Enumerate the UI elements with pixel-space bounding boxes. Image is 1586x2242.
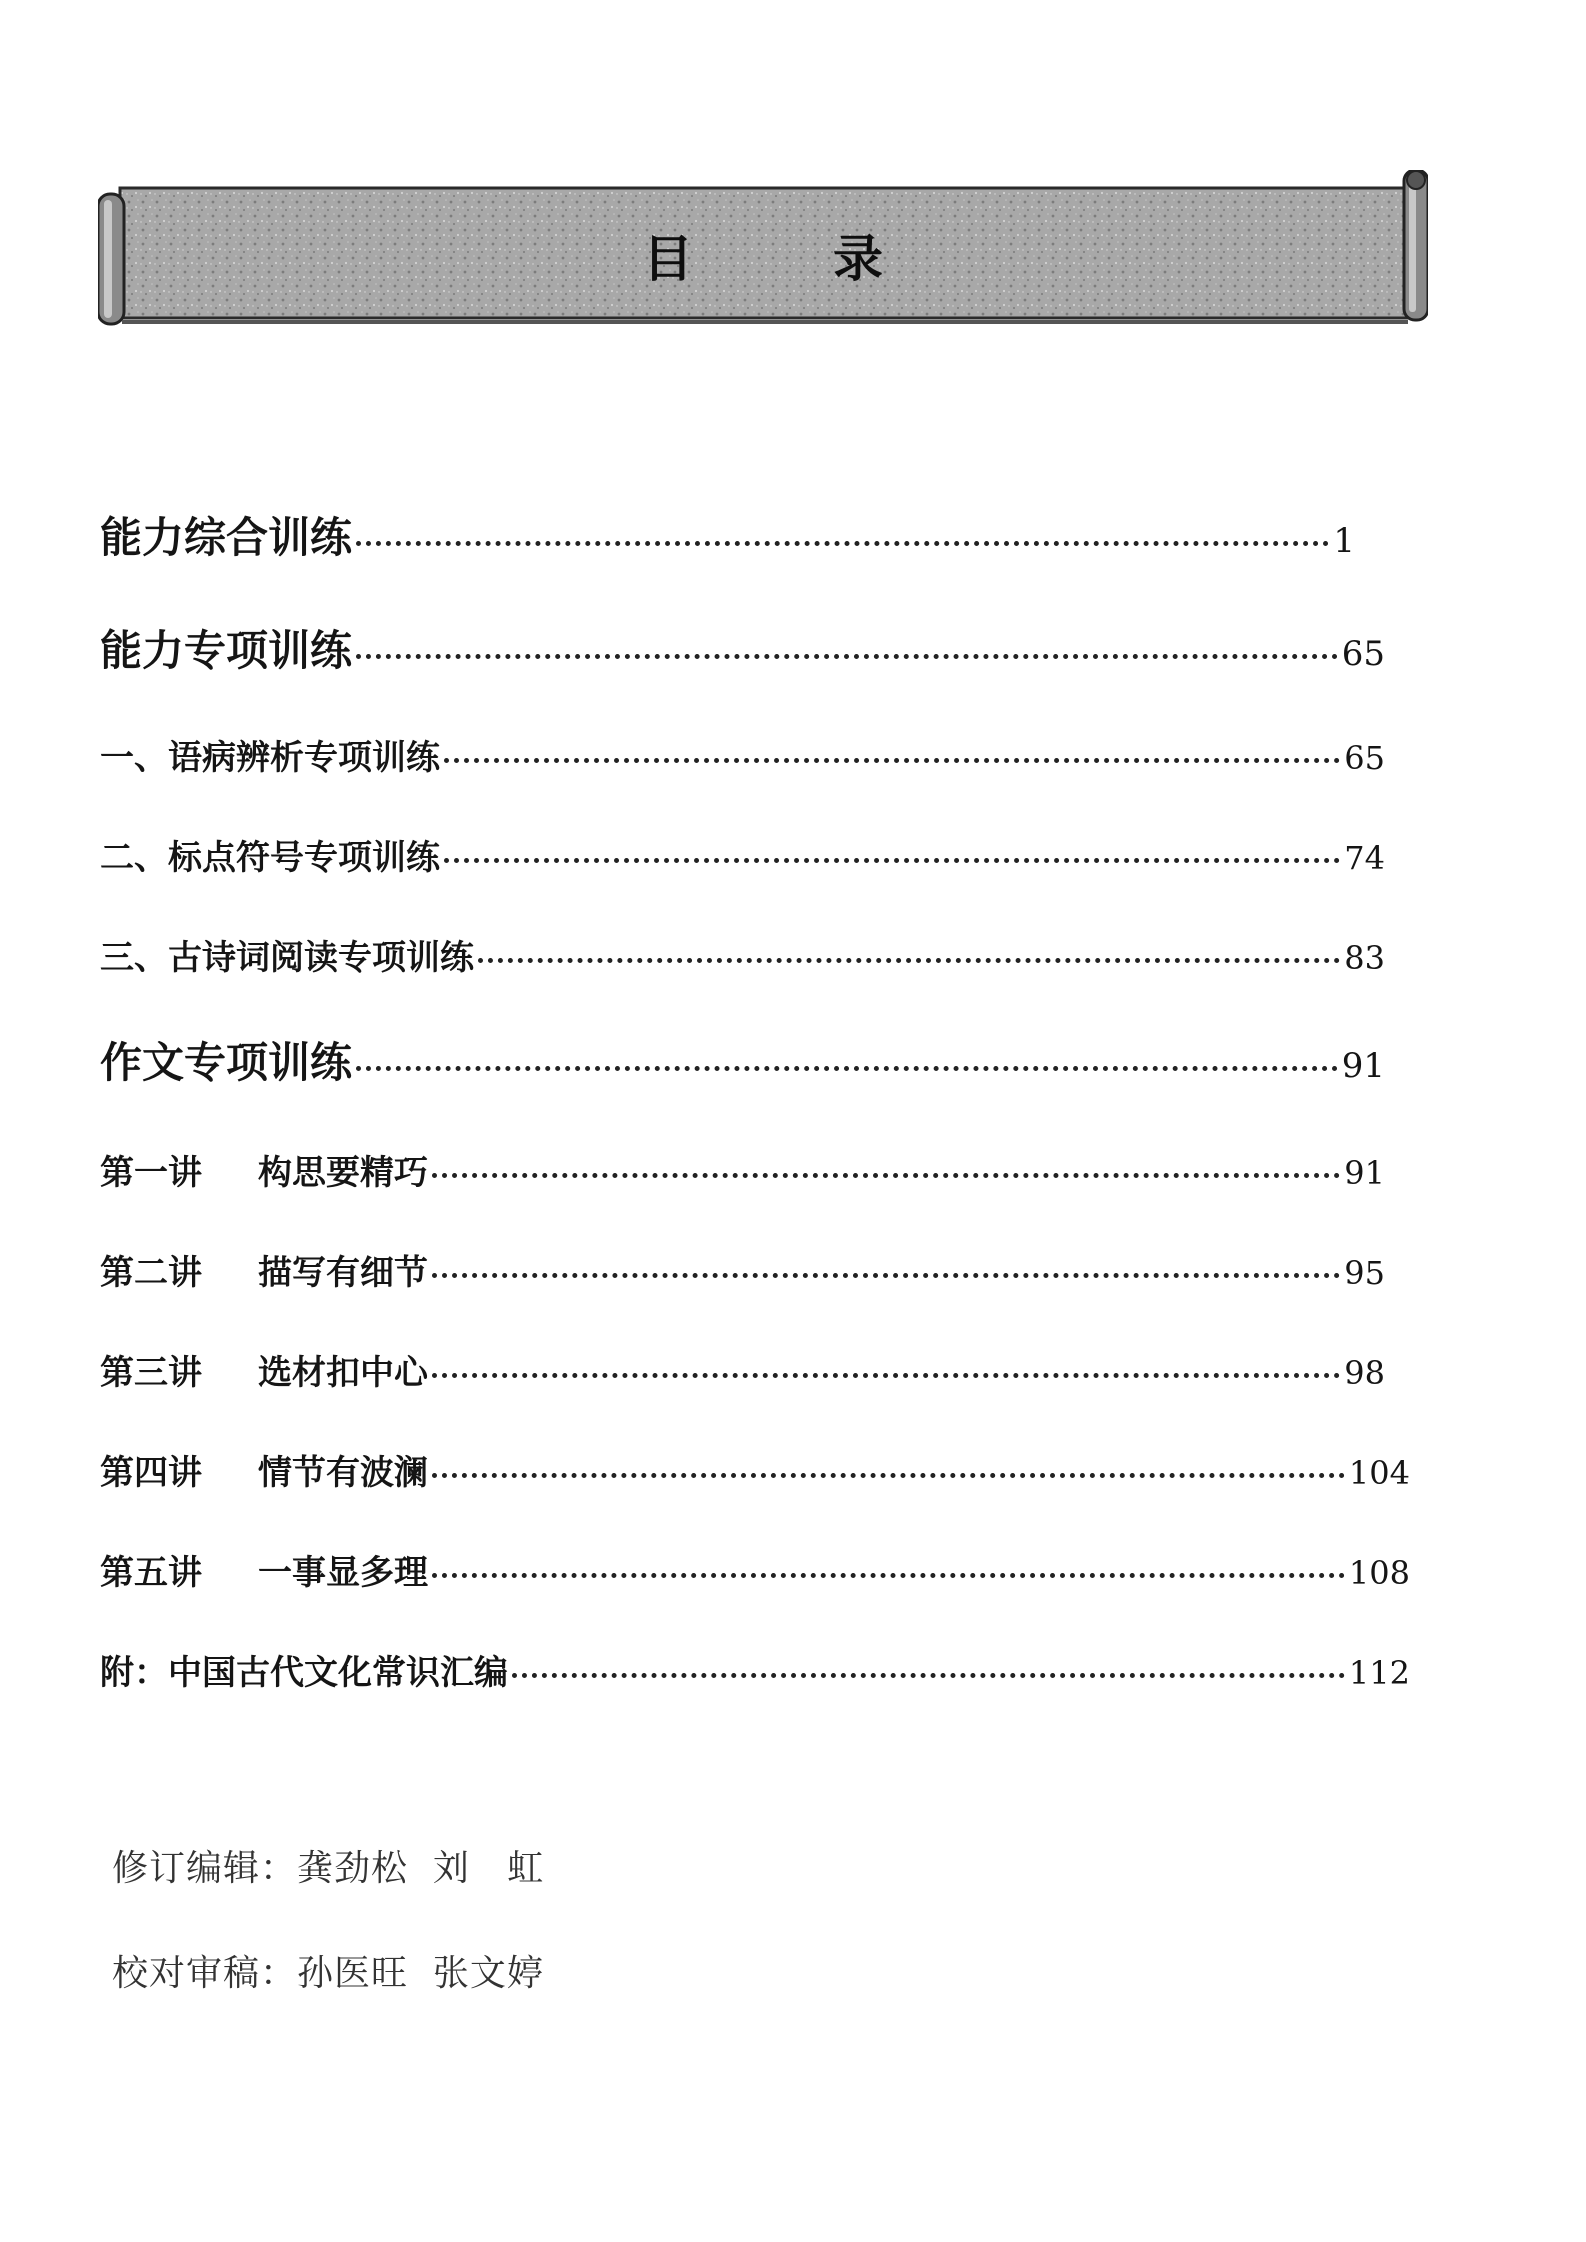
toc-leader-dots [356,654,1338,659]
toc-entry-label: 作文专项训练 [100,1038,353,1087]
editors-credit [112,1840,544,1891]
toc-entry-label: 附：中国古代文化常识汇编 [100,1653,508,1693]
toc-entry-page: 108 [1348,1554,1410,1592]
toc-leader-dots [432,1573,1345,1578]
toc-leader-dots [478,958,1340,963]
toc-entry-label: 一、语病辨析专项训练 [100,738,440,778]
toc-entry[interactable] [100,1345,1385,1394]
toc-entry[interactable] [100,1645,1410,1694]
lecture-title: 选材扣中心 [258,1353,428,1393]
proofreaders-names: 孙医旺 张文婷 [297,1953,544,1994]
editors-names: 龚劲松 刘 虹 [297,1848,545,1889]
toc-entry-page: 104 [1348,1454,1410,1492]
toc-entry[interactable] [100,1030,1385,1090]
lecture-title: 情节有波澜 [258,1453,428,1493]
toc-entry[interactable] [100,930,1385,979]
toc-leader-dots [512,1673,1345,1678]
toc-entry-label: 能力综合训练 [100,513,353,562]
toc-leader-dots [432,1273,1340,1278]
toc-entry-page: 91 [1341,1046,1385,1086]
toc-leader-dots [432,1173,1340,1178]
editors-label: 修订编辑： [112,1848,298,1889]
toc-entry-label [100,1245,428,1294]
toc-entry[interactable] [100,730,1385,779]
toc-entry-page: 83 [1344,939,1385,977]
proofreaders-credit [112,1945,544,1996]
toc-leader-dots [432,1473,1345,1478]
toc-entry-page: 112 [1348,1654,1410,1692]
toc-leader-dots [356,1066,1338,1071]
toc-leader-dots [444,858,1340,863]
toc-entry-label [100,1145,428,1194]
toc-entry-label: 二、标点符号专项训练 [100,838,440,878]
toc-entry[interactable] [100,830,1385,879]
toc-entry-page: 91 [1344,1154,1385,1192]
toc-entry[interactable] [100,1545,1410,1594]
toc-entry[interactable] [100,1245,1385,1294]
toc-entry-page: 98 [1344,1354,1385,1392]
toc-entry[interactable] [100,618,1385,678]
toc-entry-label: 能力专项训练 [100,626,353,675]
lecture-number: 第一讲 [100,1153,202,1193]
toc-leader-dots [356,541,1329,546]
toc-entry[interactable] [100,505,1355,565]
title-banner [98,170,1428,340]
toc-entry[interactable] [100,1445,1410,1494]
title-char-right: 录 [833,230,883,288]
toc-entry-page: 95 [1344,1254,1385,1292]
toc-entry-page: 65 [1341,634,1385,674]
lecture-number: 第三讲 [100,1353,202,1393]
toc-leader-dots [432,1373,1340,1378]
lecture-title: 构思要精巧 [258,1153,428,1193]
proofreaders-label: 校对审稿： [112,1953,298,1994]
lecture-title: 描写有细节 [258,1253,428,1293]
toc-entry-label [100,1445,428,1494]
lecture-number: 第四讲 [100,1453,202,1493]
lecture-number: 第二讲 [100,1253,202,1293]
toc-entry-label: 三、古诗词阅读专项训练 [100,938,474,978]
title-char-left: 目 [643,230,693,288]
toc-entry-page: 1 [1333,521,1355,561]
toc-leader-dots [444,758,1340,763]
toc-entry-page: 74 [1344,839,1385,877]
toc-entry-page: 65 [1344,739,1385,777]
toc-entry[interactable] [100,1145,1385,1194]
lecture-number: 第五讲 [100,1553,202,1593]
page-title [98,170,1428,340]
lecture-title: 一事显多理 [258,1553,428,1593]
toc-entry-label [100,1345,428,1394]
toc-entry-label [100,1545,428,1594]
